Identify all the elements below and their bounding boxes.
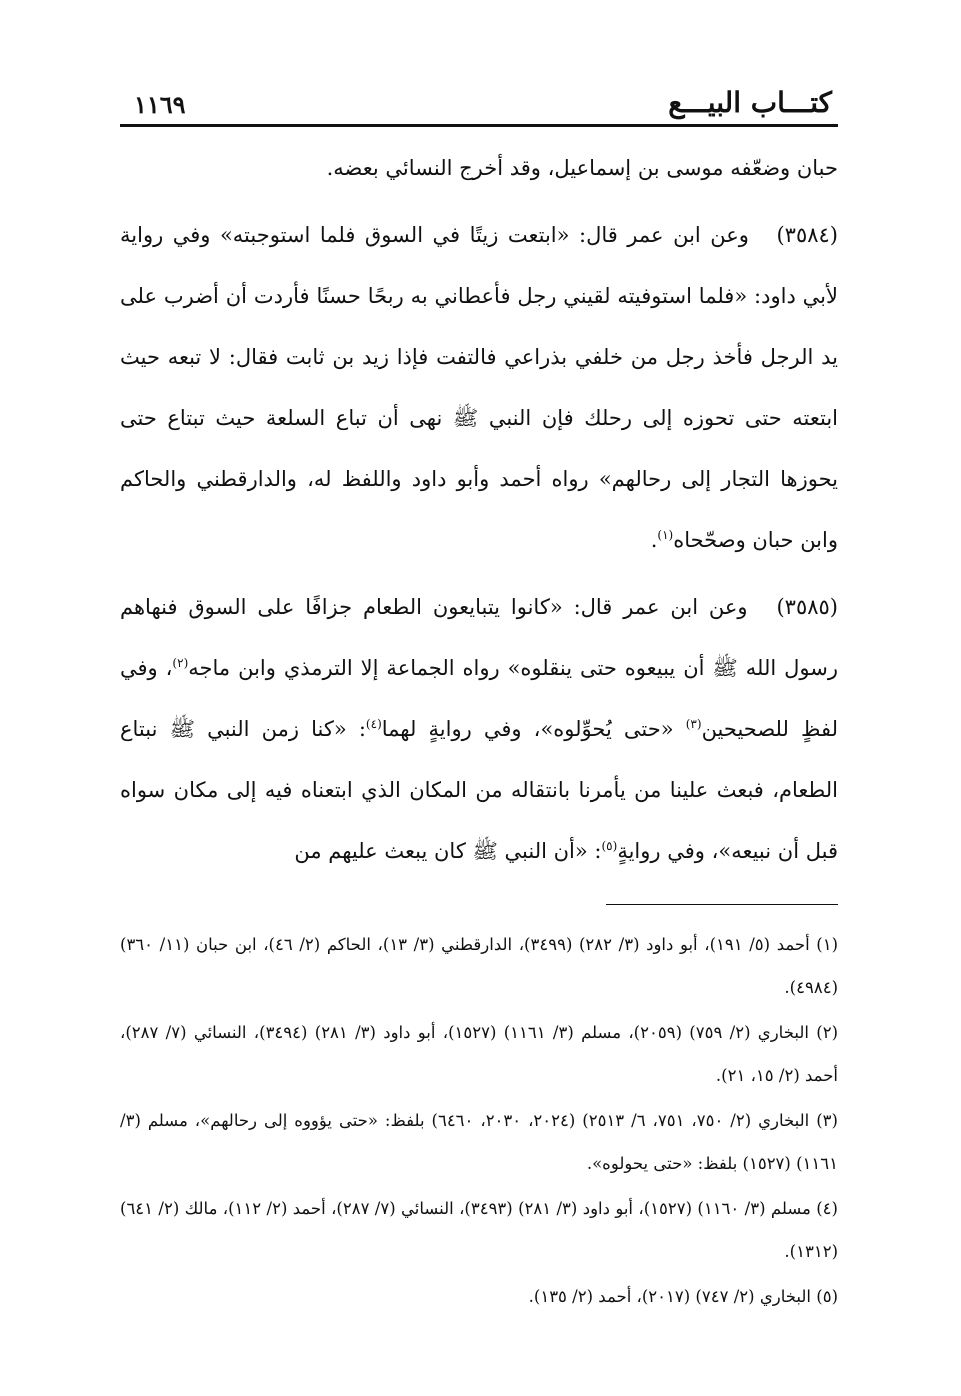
page-header [120, 80, 838, 128]
page-number: ١١٦٩ [134, 90, 186, 119]
footnote-3: (٣) البخاري (٢/ ٧٥٠، ٧٥١، ٦/ ٢٥١٣) (٢٠٢٤، ٢٠٣٠، ٦٤٦٠) بلفظ: «حتى يؤووه إلى رحالهم»، مسلم (٣/ ١١٦١) (١٥٢٧) بلفظ: «حتى يحولوه». [120, 1111, 838, 1173]
footnote-ref[interactable]: (٥) [601, 839, 618, 853]
hadith-text-3: «حتى يُحوِّلوه»، وفي روايةٍ لهما [381, 717, 686, 741]
document-page [120, 80, 838, 1320]
footnotes [120, 923, 838, 1318]
footnote-ref[interactable]: (٢) [172, 656, 189, 670]
footnote-1: (١) أحمد (٥/ ١٩١)، أبو داود (٣/ ٢٨٢) (٣٤٩٩)، الدارقطني (٣/ ١٣)، الحاكم (٢/ ٤٦)، ابن حبان (١١/ ٣٦٠) (٤٩٨٤). [120, 935, 839, 997]
hadith-text-5: : «أن النبي ﷺ كان يبعث عليهم من [294, 839, 602, 863]
footnote-2: (٢) البخاري (٢/ ٧٥٩) (٢٠٥٩)، مسلم (٣/ ١١٦١) (١٥٢٧)، أبو داود (٣/ ٢٨١) (٣٤٩٤)، النسائي (٧/ ٢٨٧)، أحمد (٢/ ١٥، ٢١). [120, 1023, 838, 1085]
hadith-text: وعن ابن عمر قال: «كانوا يتبايعون الطعام جزافًا على السوق فنهاهم رسول الله ﷺ أن يبيعوه حتى ينقلوه» رواه الجماعة إلا الترمذي وابن ماجه [120, 595, 838, 680]
hadith-number: (٣٥٨٤) [776, 223, 838, 247]
footnote-ref[interactable]: (٤) [365, 717, 382, 731]
footnote-4: (٤) مسلم (٣/ ١١٦٠) (١٥٢٧)، أبو داود (٣/ ٢٨١) (٣٤٩٣)، النسائي (٧/ ٢٨٧)، أحمد (٢/ ١١٢)، مالك (٢/ ٦٤١) (١٣١٢). [120, 1199, 838, 1261]
paragraph-text: حبان وضعّفه موسى بن إسماعيل، وقد أخرج النسائي بعضه. [326, 156, 838, 180]
hadith-text: وعن ابن عمر قال: «ابتعت زيتًا في السوق فلما استوجبته» وفي رواية لأبي داود: «فلما استوفيته لقيني رجل فأعطاني به ربحًا حسنًا فأردت أن أضرب على يد الرجل فأخذ رجل من خلفي بذراعي فالتفت فإذا زيد بن ثابت فقال: لا تبعه حيث ابتعته حتى تحوزه إلى رحلك فإن النبي ﷺ نهى أن تباع السلعة حيث تبتاع حتى يحوزها التجار إلى رحالهم» رواه أحمد وأبو داود واللفظ له، والدارقطني والحاكم وابن حبان وصحّحاه [120, 223, 838, 552]
footnote-5: (٥) البخاري (٢/ ٧٤٧) (٢٠١٧)، أحمد (٢/ ١٣٥). [528, 1287, 838, 1306]
header-rule [120, 124, 838, 127]
main-text [120, 138, 838, 882]
hadith-3585 [120, 577, 838, 882]
paragraph-continuation [120, 138, 838, 199]
hadith-3584 [120, 205, 838, 571]
chapter-title: كتـــاب البيـــع [668, 86, 832, 119]
footnote-separator [606, 904, 838, 905]
hadith-tail: . [650, 528, 658, 552]
footnote-ref[interactable]: (١) [657, 528, 674, 542]
footnote-ref[interactable]: (٣) [685, 717, 702, 731]
hadith-number: (٣٥٨٥) [776, 595, 838, 619]
hadith-text-2: ، وفي لفظٍ للصحيحين [120, 656, 838, 741]
hadith-text-4: : «كنا زمن النبي ﷺ نبتاع الطعام، فبعث علينا من يأمرنا بانتقاله من المكان الذي ابتعناه فيه إلى مكان سواه قبل أن نبيعه»، وفي روايةٍ [120, 717, 838, 863]
